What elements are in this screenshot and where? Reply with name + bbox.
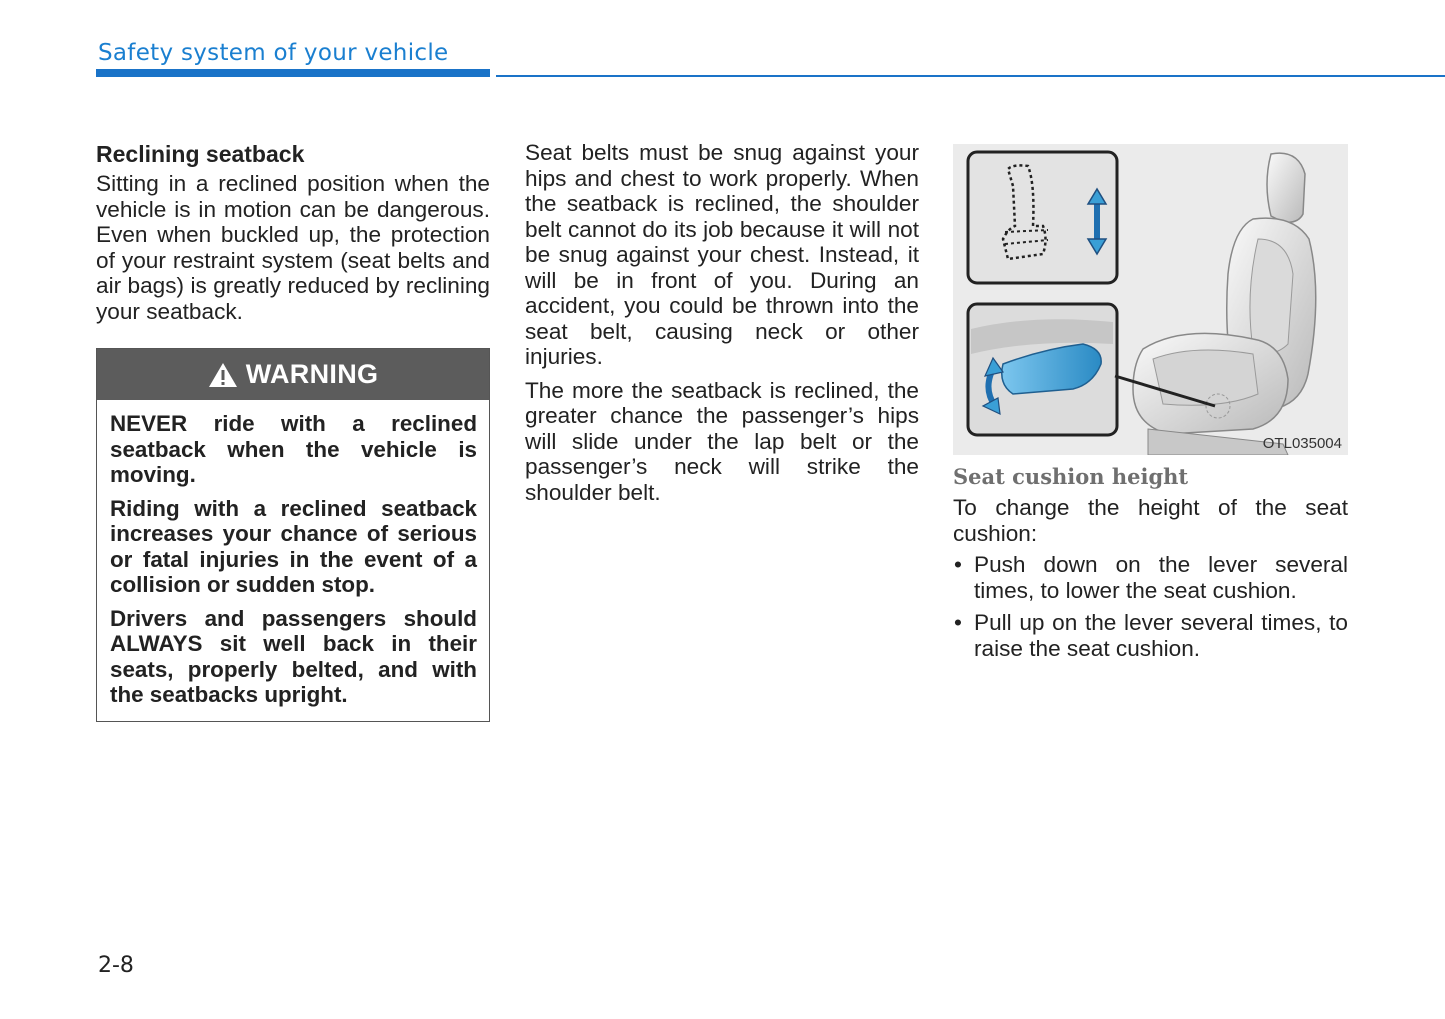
right-column bbox=[953, 144, 1348, 668]
warning-paragraph: NEVER ride with a reclined seatback when the vehicle is moving. bbox=[110, 411, 477, 487]
seat-illustration-svg bbox=[953, 144, 1348, 455]
list-item: • Push down on the lever several times, to lower the seat cushion. bbox=[953, 552, 1348, 603]
seat-cushion-intro: To change the height of the seat cushion: bbox=[953, 495, 1348, 546]
inset-seat-height-diagram bbox=[968, 152, 1117, 283]
warning-triangle-icon bbox=[208, 362, 238, 388]
header-rule-thick bbox=[96, 69, 490, 77]
reclined-risk-paragraph: The more the seatback is reclined, the greater chance the passenger’s hips will slide under the lap belt or the passenger’s neck will strike the shoulder belt. bbox=[525, 377, 919, 505]
reclining-intro-paragraph: Sitting in a reclined position when the vehicle is in motion can be dangerous. Even when buckled up, the protection of your restraint system (seat belts and air bags) is greatly reduced by reclining your seatback. bbox=[96, 171, 490, 324]
seat-cushion-steps bbox=[953, 552, 1348, 661]
section-heading-reclining-seatback: Reclining seatback bbox=[96, 141, 305, 167]
warning-body bbox=[97, 400, 489, 708]
warning-paragraph: Drivers and passengers should ALWAYS sit well back in their seats, properly belted, and with the seatbacks upright. bbox=[110, 605, 477, 707]
warning-box bbox=[96, 348, 490, 722]
page-number: 2-8 bbox=[98, 953, 134, 978]
header-rule-thin bbox=[496, 75, 1445, 77]
list-item: • Pull up on the lever several times, to raise the seat cushion. bbox=[953, 610, 1348, 661]
warning-header bbox=[97, 349, 489, 400]
section-heading-seat-cushion-height: Seat cushion height bbox=[953, 464, 1189, 489]
figure-code: OTL035004 bbox=[1262, 435, 1342, 452]
warning-label: WARNING bbox=[245, 359, 379, 389]
warning-paragraph: Riding with a reclined seatback increases your chance of serious or fatal injuries in the event of a collision or sudden stop. bbox=[110, 495, 477, 597]
left-column bbox=[96, 140, 490, 324]
page-header-title: Safety system of your vehicle bbox=[98, 40, 449, 66]
middle-column bbox=[525, 140, 919, 505]
seatbelt-snug-paragraph: Seat belts must be snug against your hips and chest to work properly. When the seatback is reclined, the shoulder belt cannot do its job because it will not be snug against your chest. Instead, it will be in front of you. During an accident, you could be thrown into the seat belt, causing neck or other injuries. bbox=[525, 140, 919, 369]
seat-drawing bbox=[1133, 153, 1316, 455]
seat-height-illustration bbox=[953, 144, 1348, 455]
inset-lever-closeup bbox=[968, 304, 1117, 435]
